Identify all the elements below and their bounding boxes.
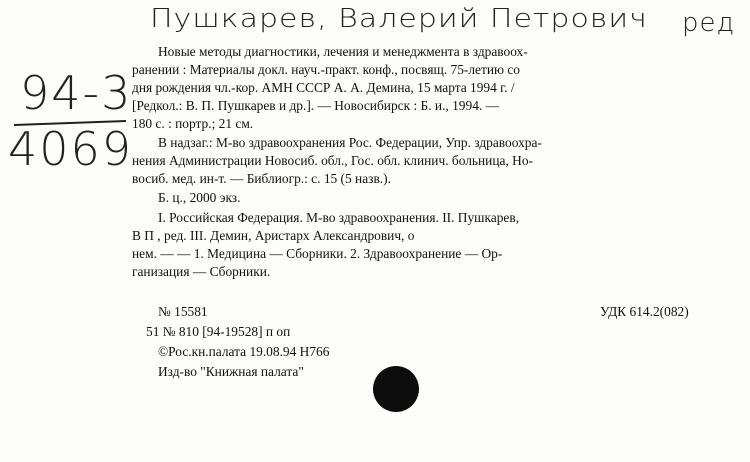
publisher-line: Изд-во "Книжная палата" bbox=[158, 364, 304, 379]
note-line-1: В надзаг.: М-во здравоохранения Рос. Федерации, Упр. здравоохра- bbox=[158, 135, 542, 150]
description-line-1: Новые методы диагностики, лечения и менеджмента в здравоох- bbox=[158, 44, 528, 59]
price-line: Б. ц., 2000 экз. bbox=[158, 190, 241, 205]
card-number: № 15581 bbox=[158, 304, 208, 319]
description-line-5: 180 с. : портр.; 21 см. bbox=[132, 116, 254, 131]
ink-stamp-dot bbox=[373, 366, 419, 412]
tracing-line-3: нем. — — 1. Медицина — Сборники. 2. Здравоохранение — Ор- bbox=[132, 246, 503, 261]
code-line: 51 № 810 [94-19528] п оп bbox=[146, 324, 291, 339]
book-chamber-line: ©Рос.кн.палата 19.08.94 Н766 bbox=[158, 344, 330, 359]
note-line-2: нения Администрации Новосиб. обл., Гос. обл. клинич. больница, Но- bbox=[132, 153, 533, 168]
tracing-line-1: I. Российская Федерация. М-во здравоохранения. II. Пушкарев, bbox=[158, 210, 520, 225]
tracing-line-2: В П , ред. III. Демин, Аристарх Александрович, о bbox=[132, 228, 415, 243]
shelfmark-bottom: 4069 bbox=[8, 122, 134, 176]
description-line-4: [Редкол.: В. П. Пушкарев и др.]. — Новосибирск : Б. и., 1994. — bbox=[132, 98, 499, 113]
tracing-line-4: ганизация — Сборники. bbox=[132, 264, 271, 279]
handwritten-heading-extra: ред bbox=[682, 8, 736, 38]
description-line-2: ранении : Материалы докл. науч.-практ. конф., посвящ. 75-летию со bbox=[132, 62, 520, 77]
udc-code: УДК 614.2(082) bbox=[600, 304, 689, 319]
description-line-3: дня рождения чл.-кор. АМН СССР А. А. Демина, 15 марта 1994 г. / bbox=[132, 80, 515, 95]
handwritten-heading: Пушкарев, Валерий Петрович bbox=[150, 4, 648, 34]
note-line-3: восиб. мед. ин-т. — Библиогр.: с. 15 (5 назв.). bbox=[132, 171, 391, 186]
shelfmark-top: 94-3 bbox=[20, 66, 133, 120]
